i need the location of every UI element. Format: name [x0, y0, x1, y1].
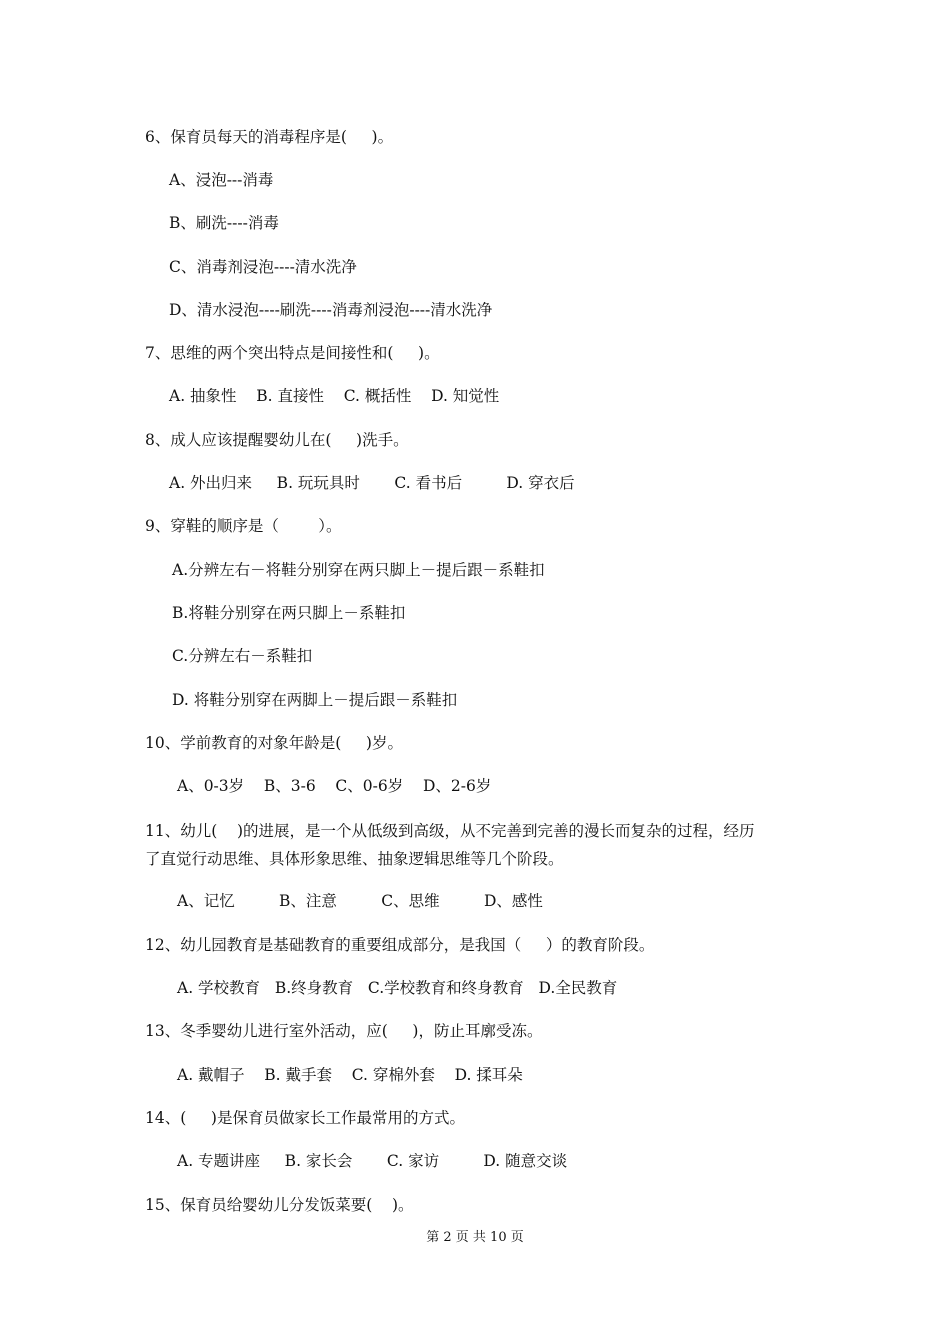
option-9a: A.分辨左右－将鞋分别穿在两只脚上－提后跟－系鞋扣 — [172, 561, 545, 579]
question-11-line-2: 了直觉行动思维、具体形象思维、抽象逻辑思维等几个阶段。 — [145, 850, 564, 868]
question-10: 10、学前教育的对象年龄是( )岁。 — [145, 734, 403, 752]
question-7: 7、思维的两个突出特点是间接性和( )。 — [145, 344, 440, 362]
option-6a: A、浸泡---消毒 — [169, 171, 274, 189]
options-14: A. 专题讲座 B. 家长会 C. 家访 D. 随意交谈 — [177, 1152, 568, 1170]
option-6c: C、消毒剂浸泡----清水洗净 — [169, 258, 357, 276]
question-14: 14、( )是保育员做家长工作最常用的方式。 — [145, 1109, 465, 1127]
question-13: 13、冬季婴幼儿进行室外活动，应( )，防止耳廓受冻。 — [145, 1022, 543, 1040]
options-8: A. 外出归来 B. 玩玩具时 C. 看书后 D. 穿衣后 — [169, 474, 575, 492]
question-15: 15、保育员给婴幼儿分发饭菜要( )。 — [145, 1196, 414, 1214]
page-number-footer: 第 2 页 共 10 页 — [426, 1230, 524, 1245]
options-13: A. 戴帽子 B. 戴手套 C. 穿棉外套 D. 揉耳朵 — [177, 1066, 523, 1084]
question-6: 6、保育员每天的消毒程序是( )。 — [145, 128, 394, 146]
question-9: 9、穿鞋的顺序是（ ）。 — [145, 517, 342, 535]
question-8: 8、成人应该提醒婴幼儿在( )洗手。 — [145, 431, 409, 449]
option-6d: D、清水浸泡----刷洗----消毒剂浸泡----清水洗净 — [169, 301, 493, 319]
option-9b: B.将鞋分别穿在两只脚上－系鞋扣 — [172, 604, 406, 622]
question-11-line-1: 11、幼儿( )的进展，是一个从低级到高级，从不完善到完善的漫长而复杂的过程，经历 — [145, 822, 755, 840]
options-12: A. 学校教育 B.终身教育 C.学校教育和终身教育 D.全民教育 — [177, 979, 618, 997]
question-12: 12、幼儿园教育是基础教育的重要组成部分，是我国（ ）的教育阶段。 — [145, 936, 655, 954]
options-10: A、0-3岁 B、3-6 C、0-6岁 D、2-6岁 — [177, 777, 492, 795]
option-9d: D. 将鞋分别穿在两脚上－提后跟－系鞋扣 — [172, 691, 458, 709]
options-7: A. 抽象性 B. 直接性 C. 概括性 D. 知觉性 — [169, 387, 500, 405]
option-6b: B、刷洗----消毒 — [169, 214, 279, 232]
options-11: A、记忆 B、注意 C、思维 D、感性 — [177, 892, 543, 910]
option-9c: C.分辨左右－系鞋扣 — [172, 647, 313, 665]
